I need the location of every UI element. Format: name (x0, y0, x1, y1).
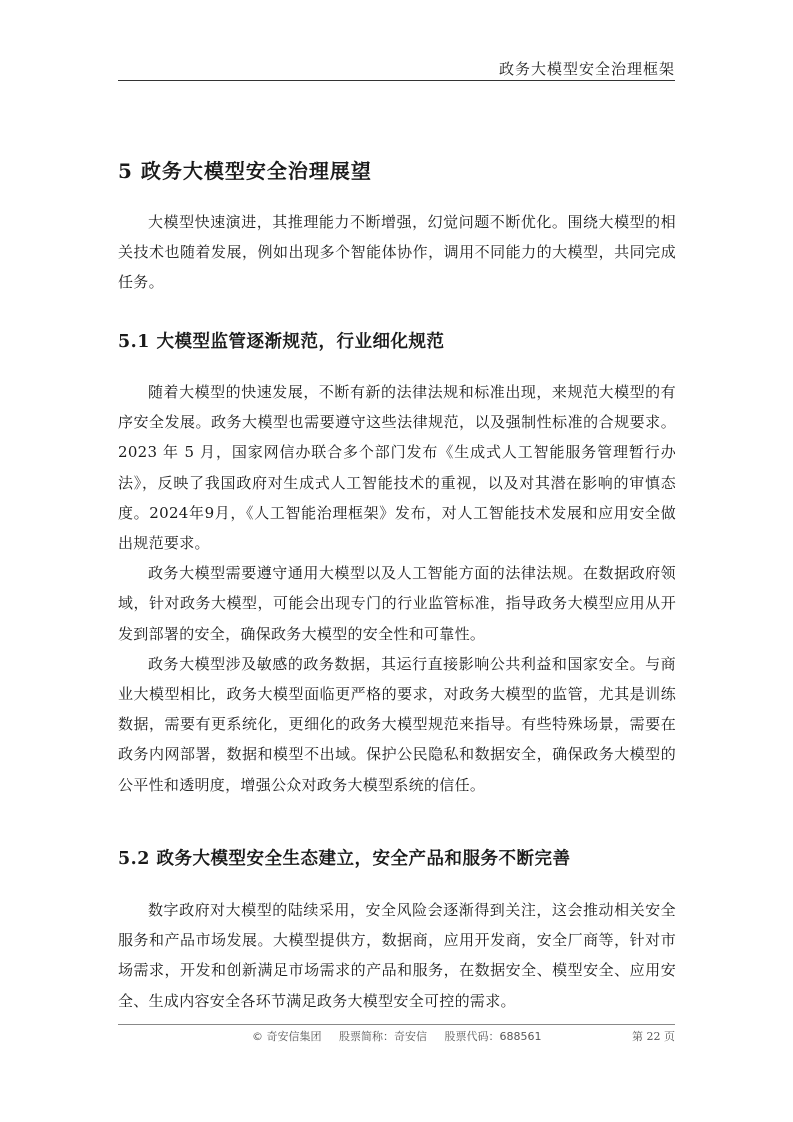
section-5-heading: 5 政务大模型安全治理展望 (118, 159, 372, 183)
footer-company: © 奇安信集团 (252, 1030, 322, 1043)
footer-divider (118, 1024, 675, 1025)
section-5-body (118, 207, 676, 298)
section-5-1-heading: 5.1 大模型监管逐渐规范，行业细化规范 (118, 332, 445, 352)
section-5-1-body (118, 377, 676, 800)
paragraph: 随着大模型的快速发展，不断有新的法律法规和标准出现，来规范大模型的有序安全发展。政务大模型也需要遵守这些法律规范，以及强制性标准的合规要求。2023 年 5 月，国家网信办联合多个部门发布《生成式人工智能服务管理暂行办法》，反映了我国政府对生成式人工智能技术的重视，以及对其潜在影响的审慎态度。2024年9月，《人工智能治理框架》发布，对人工智能技术发展和应用安全做出规范要求。 (118, 383, 676, 553)
page-header-title: 政务大模型安全治理框架 (498, 60, 675, 78)
page-number: 第 22 页 (632, 1030, 675, 1043)
paragraph: 数字政府对大模型的陆续采用，安全风险会逐渐得到关注，这会推动相关安全服务和产品市场发展。大模型提供方，数据商，应用开发商，安全厂商等，针对市场需求，开发和创新满足市场需求的产品和服务，在数据安全、模型安全、应用安全、生成内容安全各环节满足政务大模型安全可控的需求。 (118, 901, 676, 1010)
footer-stock-name: 股票简称：奇安信 (339, 1030, 427, 1043)
footer-stock-code: 股票代码：688561 (444, 1030, 542, 1043)
paragraph: 政务大模型涉及敏感的政务数据，其运行直接影响公共利益和国家安全。与商业大模型相比，政务大模型面临更严格的要求，对政务大模型的监管，尤其是训练数据，需要有更系统化，更细化的政务大模型规范来指导。有些特殊场景，需要在政务内网部署，数据和模型不出域。保护公民隐私和数据安全，确保政务大模型的公平性和透明度，增强公众对政务大模型系统的信任。 (118, 654, 676, 794)
paragraph: 大模型快速演进，其推理能力不断增强，幻觉问题不断优化。围绕大模型的相关技术也随着发展，例如出现多个智能体协作，调用不同能力的大模型，共同完成任务。 (118, 213, 676, 292)
paragraph: 政务大模型需要遵守通用大模型以及人工智能方面的法律法规。在数据政府领域，针对政务大模型，可能会出现专门的行业监管标准，指导政务大模型应用从开发到部署的安全，确保政务大模型的安全性和可靠性。 (118, 564, 676, 643)
section-5-2-heading: 5.2 政务大模型安全生态建立，安全产品和服务不断完善 (118, 849, 571, 869)
section-5-2-body (118, 895, 676, 1016)
header-divider (118, 80, 675, 81)
footer-company-info (252, 1028, 542, 1044)
